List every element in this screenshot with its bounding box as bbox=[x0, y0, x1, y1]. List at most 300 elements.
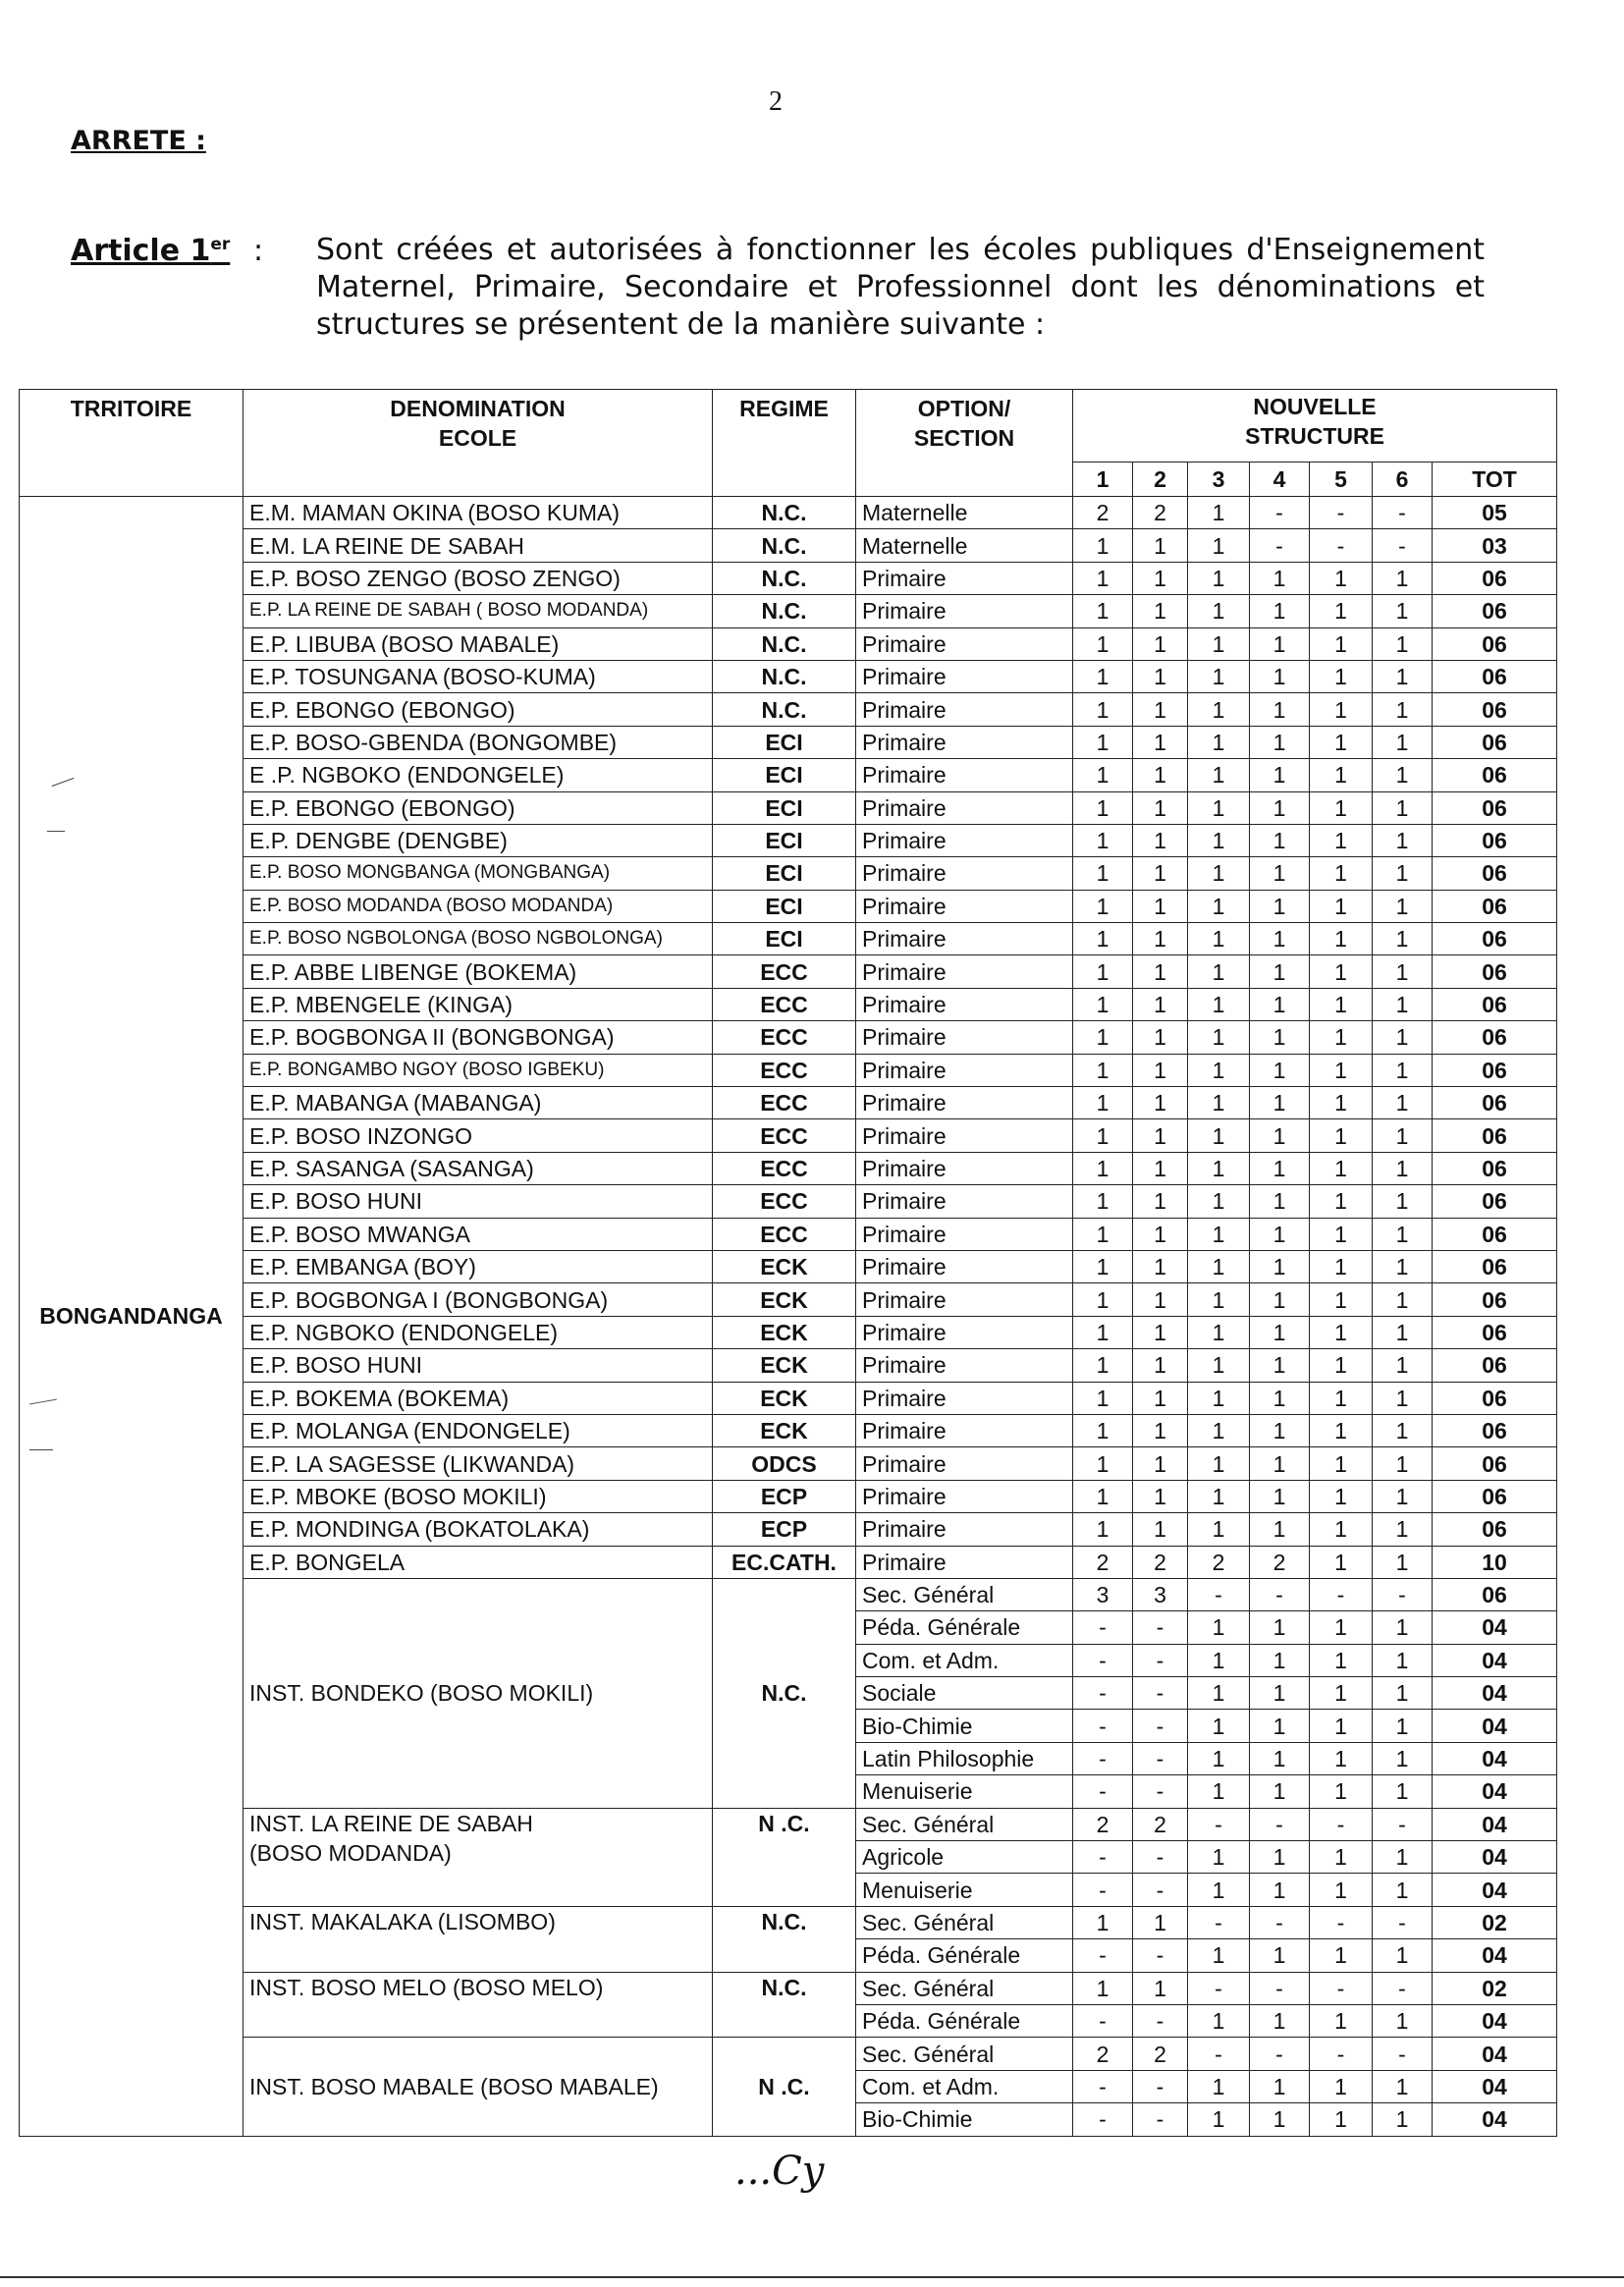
structure-value-cell: - bbox=[1373, 1578, 1433, 1610]
total-cell: 04 bbox=[1433, 1874, 1557, 1906]
scan-mark bbox=[29, 1449, 53, 1450]
option-cell: Sec. Général bbox=[856, 1578, 1073, 1610]
structure-value-cell: 1 bbox=[1310, 857, 1373, 890]
footer-rule bbox=[0, 2276, 1624, 2278]
structure-value-cell: 1 bbox=[1310, 1414, 1373, 1446]
table-row bbox=[20, 1021, 1557, 1054]
structure-value-cell: 1 bbox=[1133, 759, 1188, 791]
table-row bbox=[20, 1578, 1557, 1610]
structure-value-cell: 1 bbox=[1188, 497, 1250, 529]
structure-value-cell: 1 bbox=[1250, 1349, 1310, 1382]
structure-value-cell: - bbox=[1373, 2038, 1433, 2070]
regime-cell: ECK bbox=[713, 1316, 856, 1348]
structure-value-cell: 1 bbox=[1188, 1874, 1250, 1906]
structure-value-cell: 1 bbox=[1250, 1316, 1310, 1348]
structure-value-cell: - bbox=[1373, 529, 1433, 562]
structure-value-cell: 1 bbox=[1188, 1021, 1250, 1054]
regime-cell: ECC bbox=[713, 1185, 856, 1218]
structure-value-cell: 1 bbox=[1250, 1710, 1310, 1742]
article-label bbox=[71, 234, 230, 268]
structure-value-cell: 1 bbox=[1188, 2070, 1250, 2102]
institute-name-cell: INST. LA REINE DE SABAH (BOSO MODANDA) bbox=[244, 1808, 713, 1906]
structure-value-cell: 1 bbox=[1250, 988, 1310, 1020]
school-name-cell: E.P. BOSO MONGBANGA (MONGBANGA) bbox=[244, 857, 713, 890]
regime-cell: ODCS bbox=[713, 1447, 856, 1480]
structure-value-cell: 1 bbox=[1373, 1841, 1433, 1874]
structure-value-cell: 1 bbox=[1073, 1513, 1133, 1546]
option-cell: Primaire bbox=[856, 1349, 1073, 1382]
structure-value-cell: 1 bbox=[1133, 1480, 1188, 1512]
option-cell: Primaire bbox=[856, 1546, 1073, 1578]
structure-value-cell: 1 bbox=[1250, 1644, 1310, 1676]
school-name-cell: E.P. BOSO-GBENDA (BONGOMBE) bbox=[244, 726, 713, 758]
structure-value-cell: - bbox=[1310, 2038, 1373, 2070]
school-name-cell: E.P. TOSUNGANA (BOSO-KUMA) bbox=[244, 660, 713, 692]
structure-value-cell: 1 bbox=[1188, 923, 1250, 955]
option-cell: Primaire bbox=[856, 1152, 1073, 1184]
structure-value-cell: 2 bbox=[1188, 1546, 1250, 1578]
total-cell: 06 bbox=[1433, 1578, 1557, 1610]
structure-value-cell: 1 bbox=[1188, 988, 1250, 1020]
option-cell: Primaire bbox=[856, 1480, 1073, 1512]
structure-value-cell: 1 bbox=[1310, 890, 1373, 922]
table-row bbox=[20, 529, 1557, 562]
structure-value-cell: 1 bbox=[1310, 759, 1373, 791]
option-cell: Com. et Adm. bbox=[856, 1644, 1073, 1676]
structure-value-cell: 1 bbox=[1310, 1250, 1373, 1282]
school-name-cell: E.P. BOSO INZONGO bbox=[244, 1119, 713, 1152]
structure-value-cell: 1 bbox=[1188, 1841, 1250, 1874]
structure-value-cell: 1 bbox=[1310, 1677, 1373, 1710]
structure-value-cell: 1 bbox=[1133, 857, 1188, 890]
structure-value-cell: 1 bbox=[1310, 1054, 1373, 1086]
structure-value-cell: 1 bbox=[1073, 1906, 1133, 1938]
structure-value-cell: 1 bbox=[1310, 988, 1373, 1020]
total-cell: 06 bbox=[1433, 890, 1557, 922]
structure-value-cell: - bbox=[1250, 497, 1310, 529]
structure-value-cell: - bbox=[1250, 1972, 1310, 2004]
structure-value-cell: 1 bbox=[1188, 1087, 1250, 1119]
structure-value-cell: 1 bbox=[1133, 824, 1188, 856]
regime-cell: N.C. bbox=[713, 595, 856, 627]
option-cell: Primaire bbox=[856, 726, 1073, 758]
structure-value-cell: 1 bbox=[1073, 1185, 1133, 1218]
structure-value-cell: - bbox=[1250, 2038, 1310, 2070]
structure-value-cell: 1 bbox=[1188, 1677, 1250, 1710]
option-cell: Primaire bbox=[856, 759, 1073, 791]
school-name-cell: E.P. EMBANGA (BOY) bbox=[244, 1250, 713, 1282]
table-row bbox=[20, 1382, 1557, 1414]
structure-value-cell: 1 bbox=[1073, 1250, 1133, 1282]
structure-value-cell: - bbox=[1133, 1939, 1188, 1972]
structure-value-cell: 1 bbox=[1310, 824, 1373, 856]
structure-value-cell: 1 bbox=[1133, 595, 1188, 627]
structure-value-cell: 1 bbox=[1373, 1644, 1433, 1676]
regime-cell: ECI bbox=[713, 890, 856, 922]
section-heading: ARRETE : bbox=[71, 126, 206, 156]
school-name-cell: E.P. BONGELA bbox=[244, 1546, 713, 1578]
structure-value-cell: 1 bbox=[1188, 955, 1250, 988]
structure-value-cell: 1 bbox=[1188, 1250, 1250, 1282]
school-name-cell: E.P. SASANGA (SASANGA) bbox=[244, 1152, 713, 1184]
school-name-cell: E.P. LIBUBA (BOSO MABALE) bbox=[244, 627, 713, 660]
structure-value-cell: 1 bbox=[1310, 1775, 1373, 1808]
structure-value-cell: 1 bbox=[1133, 529, 1188, 562]
option-cell: Primaire bbox=[856, 1513, 1073, 1546]
structure-value-cell: 1 bbox=[1310, 2004, 1373, 2037]
structure-value-cell: 1 bbox=[1073, 1480, 1133, 1512]
structure-value-cell: 1 bbox=[1373, 1382, 1433, 1414]
structure-value-cell: - bbox=[1310, 1578, 1373, 1610]
total-cell: 06 bbox=[1433, 1054, 1557, 1086]
structure-value-cell: 1 bbox=[1250, 693, 1310, 726]
structure-value-cell: 1 bbox=[1250, 1087, 1310, 1119]
option-cell: Agricole bbox=[856, 1841, 1073, 1874]
table-row bbox=[20, 627, 1557, 660]
structure-value-cell: 1 bbox=[1188, 1611, 1250, 1644]
regime-cell: ECI bbox=[713, 857, 856, 890]
structure-value-cell: 1 bbox=[1188, 759, 1250, 791]
structure-value-cell: 1 bbox=[1310, 2070, 1373, 2102]
structure-value-cell: - bbox=[1373, 1972, 1433, 2004]
option-cell: Primaire bbox=[856, 1283, 1073, 1316]
structure-value-cell: 1 bbox=[1250, 1152, 1310, 1184]
structure-value-cell: 2 bbox=[1073, 1808, 1133, 1840]
structure-value-cell: - bbox=[1310, 529, 1373, 562]
structure-value-cell: 1 bbox=[1188, 1152, 1250, 1184]
school-name-cell: E.P. BOSO HUNI bbox=[244, 1349, 713, 1382]
structure-value-cell: 1 bbox=[1250, 1874, 1310, 1906]
structure-value-cell: 1 bbox=[1373, 1316, 1433, 1348]
regime-cell: ECC bbox=[713, 988, 856, 1020]
structure-value-cell: 1 bbox=[1188, 627, 1250, 660]
structure-value-cell: 1 bbox=[1133, 1087, 1188, 1119]
header-col-6: 6 bbox=[1373, 463, 1433, 497]
table-row bbox=[20, 1349, 1557, 1382]
structure-value-cell: 1 bbox=[1250, 1611, 1310, 1644]
structure-value-cell: 1 bbox=[1373, 1677, 1433, 1710]
structure-value-cell: - bbox=[1250, 1906, 1310, 1938]
total-cell: 06 bbox=[1433, 1218, 1557, 1250]
option-cell: Primaire bbox=[856, 660, 1073, 692]
structure-value-cell: 1 bbox=[1373, 2070, 1433, 2102]
structure-value-cell: 1 bbox=[1188, 824, 1250, 856]
structure-value-cell: 1 bbox=[1373, 791, 1433, 824]
total-cell: 06 bbox=[1433, 726, 1557, 758]
school-name-cell: E.P. MBENGELE (KINGA) bbox=[244, 988, 713, 1020]
total-cell: 04 bbox=[1433, 1710, 1557, 1742]
total-cell: 06 bbox=[1433, 1119, 1557, 1152]
structure-value-cell: 1 bbox=[1250, 1218, 1310, 1250]
table-row bbox=[20, 1513, 1557, 1546]
structure-value-cell: 1 bbox=[1073, 1218, 1133, 1250]
school-name-cell: E.M. MAMAN OKINA (BOSO KUMA) bbox=[244, 497, 713, 529]
school-name-cell: E.P. MBOKE (BOSO MOKILI) bbox=[244, 1480, 713, 1512]
structure-value-cell: 1 bbox=[1373, 1119, 1433, 1152]
structure-value-cell: - bbox=[1373, 1906, 1433, 1938]
option-cell: Primaire bbox=[856, 1185, 1073, 1218]
option-cell: Primaire bbox=[856, 1021, 1073, 1054]
structure-value-cell: 1 bbox=[1188, 1742, 1250, 1774]
header-col-tot: TOT bbox=[1433, 463, 1557, 497]
structure-value-cell: 1 bbox=[1188, 1414, 1250, 1446]
school-name-cell: E.P. BOGBONGA I (BONGBONGA) bbox=[244, 1283, 713, 1316]
structure-value-cell: 1 bbox=[1250, 791, 1310, 824]
structure-value-cell: 1 bbox=[1250, 824, 1310, 856]
structure-value-cell: 2 bbox=[1250, 1546, 1310, 1578]
structure-value-cell: 1 bbox=[1373, 1775, 1433, 1808]
structure-value-cell: 1 bbox=[1250, 595, 1310, 627]
structure-value-cell: 1 bbox=[1310, 1874, 1373, 1906]
table-row bbox=[20, 890, 1557, 922]
structure-value-cell: 1 bbox=[1188, 562, 1250, 594]
regime-cell: N.C. bbox=[713, 693, 856, 726]
structure-value-cell: 1 bbox=[1188, 529, 1250, 562]
structure-value-cell: 1 bbox=[1250, 923, 1310, 955]
total-cell: 06 bbox=[1433, 1185, 1557, 1218]
structure-value-cell: 1 bbox=[1310, 1382, 1373, 1414]
school-name-cell: E.P. BONGAMBO NGOY (BOSO IGBEKU) bbox=[244, 1054, 713, 1086]
structure-value-cell: 1 bbox=[1073, 1382, 1133, 1414]
regime-cell: ECI bbox=[713, 759, 856, 791]
table-row bbox=[20, 1185, 1557, 1218]
school-name-cell: E.P. BOGBONGA II (BONGBONGA) bbox=[244, 1021, 713, 1054]
structure-value-cell: 1 bbox=[1373, 1185, 1433, 1218]
header-option: OPTION/ SECTION bbox=[856, 390, 1073, 497]
structure-value-cell: 1 bbox=[1310, 1152, 1373, 1184]
table-row bbox=[20, 693, 1557, 726]
institute-name-cell: INST. BONDEKO (BOSO MOKILI) bbox=[244, 1578, 713, 1808]
structure-value-cell: 1 bbox=[1188, 1054, 1250, 1086]
table-row bbox=[20, 1447, 1557, 1480]
structure-value-cell: 1 bbox=[1073, 791, 1133, 824]
table-row bbox=[20, 1972, 1557, 2004]
structure-value-cell: 1 bbox=[1373, 824, 1433, 856]
school-name-cell: E.P. ABBE LIBENGE (BOKEMA) bbox=[244, 955, 713, 988]
structure-value-cell: 1 bbox=[1188, 1710, 1250, 1742]
structure-value-cell: 2 bbox=[1073, 2038, 1133, 2070]
structure-value-cell: 1 bbox=[1310, 1185, 1373, 1218]
structure-value-cell: 1 bbox=[1310, 1710, 1373, 1742]
structure-value-cell: 1 bbox=[1133, 693, 1188, 726]
structure-value-cell: 1 bbox=[1188, 595, 1250, 627]
structure-value-cell: 1 bbox=[1310, 791, 1373, 824]
structure-value-cell: 1 bbox=[1133, 1447, 1188, 1480]
structure-value-cell: 1 bbox=[1133, 1972, 1188, 2004]
regime-cell: ECI bbox=[713, 726, 856, 758]
table-row bbox=[20, 988, 1557, 1020]
regime-cell: ECK bbox=[713, 1414, 856, 1446]
structure-value-cell: 1 bbox=[1373, 1349, 1433, 1382]
structure-value-cell: 1 bbox=[1250, 627, 1310, 660]
structure-value-cell: 1 bbox=[1073, 1021, 1133, 1054]
structure-value-cell: 1 bbox=[1250, 1841, 1310, 1874]
structure-value-cell: 1 bbox=[1373, 1414, 1433, 1446]
table-row bbox=[20, 1119, 1557, 1152]
structure-value-cell: 3 bbox=[1133, 1578, 1188, 1610]
structure-value-cell: 1 bbox=[1373, 1152, 1433, 1184]
structure-value-cell: 1 bbox=[1250, 2103, 1310, 2136]
header-territoire: TRRITOIRE bbox=[20, 390, 244, 497]
structure-value-cell: 1 bbox=[1250, 562, 1310, 594]
option-cell: Péda. Générale bbox=[856, 1939, 1073, 1972]
option-cell: Primaire bbox=[856, 693, 1073, 726]
option-cell: Péda. Générale bbox=[856, 1611, 1073, 1644]
total-cell: 06 bbox=[1433, 1250, 1557, 1282]
table-row bbox=[20, 1316, 1557, 1348]
structure-value-cell: 1 bbox=[1133, 1152, 1188, 1184]
signature-initials: ...Cy bbox=[734, 2149, 825, 2194]
structure-value-cell: - bbox=[1133, 1775, 1188, 1808]
structure-value-cell: 1 bbox=[1133, 1283, 1188, 1316]
structure-value-cell: 1 bbox=[1373, 1054, 1433, 1086]
structure-value-cell: 1 bbox=[1310, 1283, 1373, 1316]
structure-value-cell: 1 bbox=[1188, 2004, 1250, 2037]
structure-value-cell: 1 bbox=[1373, 595, 1433, 627]
structure-value-cell: 1 bbox=[1373, 1710, 1433, 1742]
structure-value-cell: 1 bbox=[1188, 660, 1250, 692]
structure-value-cell: 1 bbox=[1133, 1218, 1188, 1250]
header-row bbox=[20, 390, 1557, 463]
table-row bbox=[20, 955, 1557, 988]
option-cell: Sec. Général bbox=[856, 2038, 1073, 2070]
structure-value-cell: 1 bbox=[1250, 857, 1310, 890]
option-cell: Primaire bbox=[856, 595, 1073, 627]
structure-value-cell: 1 bbox=[1310, 562, 1373, 594]
total-cell: 06 bbox=[1433, 1513, 1557, 1546]
structure-value-cell: 1 bbox=[1250, 1677, 1310, 1710]
structure-value-cell: 1 bbox=[1073, 923, 1133, 955]
structure-value-cell: 1 bbox=[1373, 955, 1433, 988]
structure-value-cell: 1 bbox=[1073, 595, 1133, 627]
regime-cell: ECI bbox=[713, 923, 856, 955]
structure-value-cell: 1 bbox=[1188, 857, 1250, 890]
option-cell: Maternelle bbox=[856, 529, 1073, 562]
regime-cell: ECK bbox=[713, 1283, 856, 1316]
structure-value-cell: 1 bbox=[1133, 791, 1188, 824]
total-cell: 06 bbox=[1433, 1283, 1557, 1316]
total-cell: 02 bbox=[1433, 1972, 1557, 2004]
structure-value-cell: 1 bbox=[1310, 955, 1373, 988]
option-cell: Primaire bbox=[856, 923, 1073, 955]
structure-value-cell: 1 bbox=[1133, 660, 1188, 692]
table-row bbox=[20, 595, 1557, 627]
structure-value-cell: - bbox=[1310, 1808, 1373, 1840]
total-cell: 06 bbox=[1433, 791, 1557, 824]
structure-value-cell: 1 bbox=[1188, 1119, 1250, 1152]
regime-cell: N.C. bbox=[713, 497, 856, 529]
school-name-cell: E.P. BOSO MODANDA (BOSO MODANDA) bbox=[244, 890, 713, 922]
structure-value-cell: 1 bbox=[1073, 988, 1133, 1020]
structure-value-cell: - bbox=[1133, 1742, 1188, 1774]
table-row bbox=[20, 1546, 1557, 1578]
scan-mark bbox=[47, 831, 65, 832]
total-cell: 06 bbox=[1433, 660, 1557, 692]
structure-value-cell: 1 bbox=[1373, 923, 1433, 955]
structure-value-cell: 1 bbox=[1188, 1644, 1250, 1676]
table-row bbox=[20, 1808, 1557, 1840]
option-cell: Primaire bbox=[856, 1447, 1073, 1480]
structure-value-cell: 1 bbox=[1250, 1939, 1310, 1972]
regime-cell: ECI bbox=[713, 791, 856, 824]
regime-cell: N.C. bbox=[713, 562, 856, 594]
structure-value-cell: 2 bbox=[1073, 497, 1133, 529]
total-cell: 04 bbox=[1433, 1611, 1557, 1644]
structure-value-cell: 1 bbox=[1373, 759, 1433, 791]
structure-value-cell: - bbox=[1250, 1578, 1310, 1610]
table-row bbox=[20, 1087, 1557, 1119]
structure-value-cell: - bbox=[1073, 1874, 1133, 1906]
institute-name-cell: INST. BOSO MELO (BOSO MELO) bbox=[244, 1972, 713, 2038]
structure-value-cell: 1 bbox=[1250, 1480, 1310, 1512]
total-cell: 04 bbox=[1433, 2004, 1557, 2037]
structure-value-cell: 1 bbox=[1250, 1775, 1310, 1808]
school-name-cell: E.P. NGBOKO (ENDONGELE) bbox=[244, 1316, 713, 1348]
structure-value-cell: 1 bbox=[1373, 1250, 1433, 1282]
structure-value-cell: - bbox=[1133, 2103, 1188, 2136]
structure-value-cell: - bbox=[1373, 497, 1433, 529]
structure-value-cell: 1 bbox=[1133, 1513, 1188, 1546]
structure-value-cell: 1 bbox=[1373, 1283, 1433, 1316]
structure-value-cell: - bbox=[1073, 1710, 1133, 1742]
structure-value-cell: 1 bbox=[1373, 1874, 1433, 1906]
structure-value-cell: 1 bbox=[1073, 693, 1133, 726]
structure-value-cell: 1 bbox=[1073, 890, 1133, 922]
structure-value-cell: 1 bbox=[1188, 1218, 1250, 1250]
structure-value-cell: 1 bbox=[1373, 726, 1433, 758]
total-cell: 06 bbox=[1433, 759, 1557, 791]
structure-value-cell: 1 bbox=[1133, 1349, 1188, 1382]
structure-value-cell: 1 bbox=[1133, 1250, 1188, 1282]
regime-cell: ECK bbox=[713, 1349, 856, 1382]
structure-value-cell: 1 bbox=[1310, 627, 1373, 660]
school-name-cell: E.P. BOSO HUNI bbox=[244, 1185, 713, 1218]
total-cell: 06 bbox=[1433, 1349, 1557, 1382]
regime-cell: N.C. bbox=[713, 529, 856, 562]
table-row bbox=[20, 1250, 1557, 1282]
regime-cell: N .C. bbox=[713, 2038, 856, 2136]
total-cell: 04 bbox=[1433, 2070, 1557, 2102]
school-name-cell: E.P. DENGBE (DENGBE) bbox=[244, 824, 713, 856]
structure-value-cell: 1 bbox=[1133, 923, 1188, 955]
regime-cell: ECK bbox=[713, 1382, 856, 1414]
structure-value-cell: 1 bbox=[1310, 1513, 1373, 1546]
structure-value-cell: 3 bbox=[1073, 1578, 1133, 1610]
option-cell: Primaire bbox=[856, 1250, 1073, 1282]
structure-value-cell: 1 bbox=[1073, 857, 1133, 890]
structure-value-cell: 1 bbox=[1250, 1414, 1310, 1446]
structure-value-cell: 1 bbox=[1133, 1185, 1188, 1218]
regime-cell: EC.CATH. bbox=[713, 1546, 856, 1578]
school-name-cell: E.P. BOSO MWANGA bbox=[244, 1218, 713, 1250]
header-structure: NOUVELLE STRUCTURE bbox=[1073, 390, 1557, 463]
structure-value-cell: 1 bbox=[1373, 1447, 1433, 1480]
structure-value-cell: 1 bbox=[1250, 1382, 1310, 1414]
option-cell: Sec. Général bbox=[856, 1906, 1073, 1938]
structure-value-cell: 1 bbox=[1133, 1021, 1188, 1054]
structure-value-cell: 1 bbox=[1373, 1218, 1433, 1250]
table-row bbox=[20, 824, 1557, 856]
structure-value-cell: 1 bbox=[1310, 1447, 1373, 1480]
structure-value-cell: - bbox=[1073, 1742, 1133, 1774]
regime-cell: N.C. bbox=[713, 1578, 856, 1808]
structure-value-cell: 1 bbox=[1250, 1447, 1310, 1480]
structure-value-cell: 1 bbox=[1373, 627, 1433, 660]
total-cell: 06 bbox=[1433, 1382, 1557, 1414]
structure-value-cell: 1 bbox=[1133, 1382, 1188, 1414]
structure-value-cell: 1 bbox=[1188, 2103, 1250, 2136]
structure-value-cell: - bbox=[1073, 2070, 1133, 2102]
